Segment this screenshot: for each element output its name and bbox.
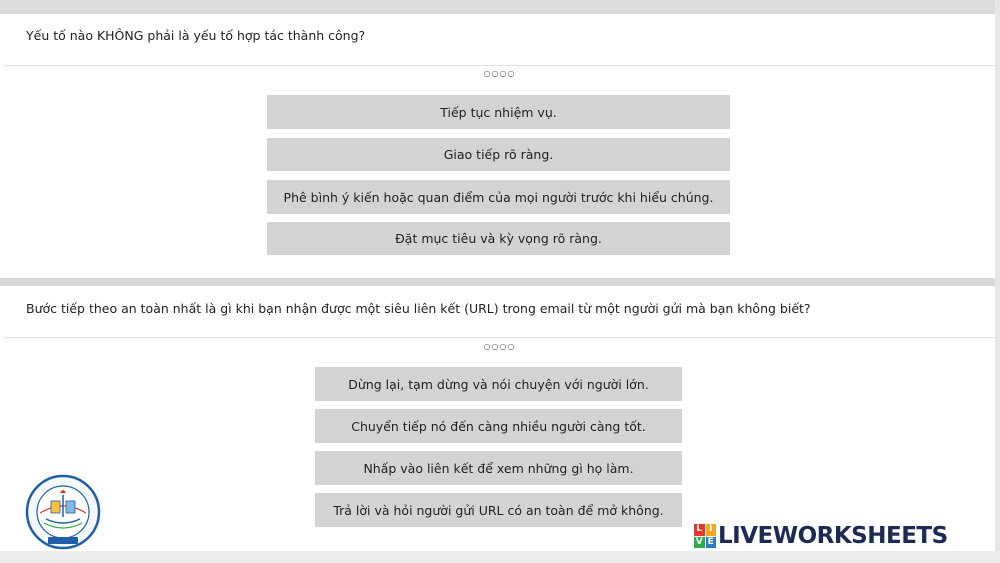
answer-dots-1: ○○○○	[483, 69, 516, 78]
section-divider	[0, 278, 995, 286]
q2-option-4[interactable]: Trả lời và hỏi người gửi URL có an toàn để mở không.	[315, 493, 682, 527]
question-text-2: Bước tiếp theo an toàn nhất là gì khi bạn nhận được một siêu liên kết (URL) trong email từ một người gửi mà bạn không biết?	[26, 301, 811, 316]
bottom-strip	[0, 551, 1000, 563]
answer-dots-2: ○○○○	[483, 342, 516, 351]
question-rule-2	[4, 337, 995, 338]
brand-badge-letter: L	[694, 524, 705, 536]
question-rule-1	[4, 65, 995, 66]
school-logo	[20, 473, 106, 551]
brand-text: LIVEWORKSHEETS	[718, 523, 948, 549]
right-edge	[995, 0, 1000, 563]
q2-option-1[interactable]: Dừng lại, tạm dừng và nói chuyện với người lớn.	[315, 367, 682, 401]
q1-option-2[interactable]: Giao tiếp rõ ràng.	[267, 138, 730, 171]
q1-option-1[interactable]: Tiếp tục nhiệm vụ.	[267, 95, 730, 129]
brand-badge-letter: I	[706, 524, 717, 536]
question-text-1: Yếu tố nào KHÔNG phải là yếu tố hợp tác thành công?	[26, 28, 366, 43]
brand-badge-letter: E	[706, 537, 717, 549]
q2-option-3[interactable]: Nhấp vào liên kết để xem những gì họ làm.	[315, 451, 682, 485]
q1-option-3[interactable]: Phê bình ý kiến hoặc quan điểm của mọi người trước khi hiểu chúng.	[267, 180, 730, 214]
q1-option-4[interactable]: Đặt mục tiêu và kỳ vọng rõ ràng.	[267, 222, 730, 255]
brand-badge-letter: V	[695, 536, 703, 547]
q2-option-2[interactable]: Chuyển tiếp nó đến càng nhiều người càng tốt.	[315, 409, 682, 443]
top-strip	[0, 0, 1000, 14]
brand-badge-icon	[694, 524, 716, 548]
school-emblem-icon	[20, 473, 106, 551]
liveworksheets-brand	[694, 523, 948, 549]
